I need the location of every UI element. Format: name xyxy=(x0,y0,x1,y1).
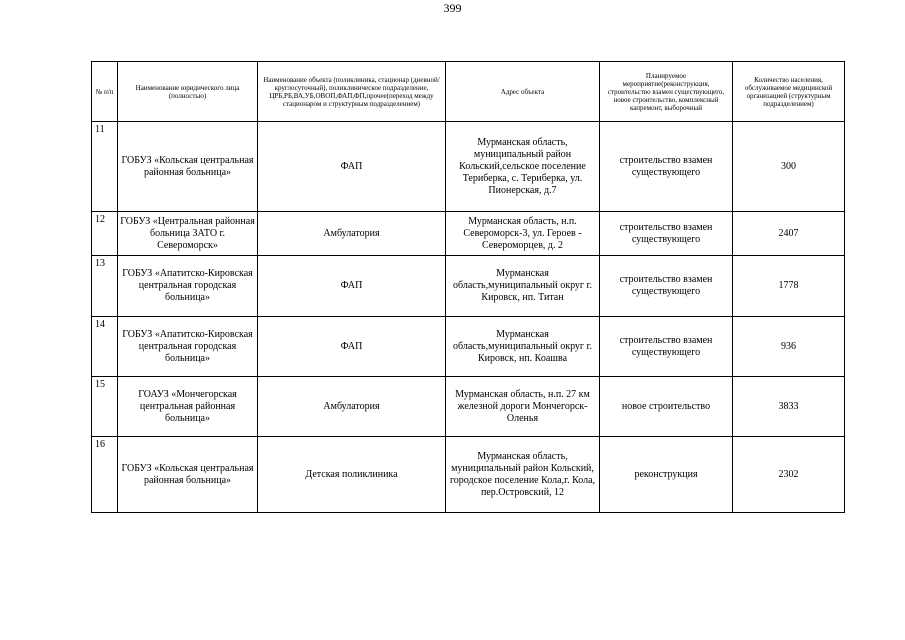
organization-cell: ГОБУЗ «Апатитско-Кировская центральная городская больница» xyxy=(118,317,258,377)
population-cell: 936 xyxy=(733,317,845,377)
organization-cell: ГОАУЗ «Мончегорская центральная районная больница» xyxy=(118,377,258,437)
population-cell: 3833 xyxy=(733,377,845,437)
header-number: № п/п xyxy=(92,62,118,122)
address-cell: Мурманская область, н.п. Североморск-3, ул. Героев - Североморцев, д. 2 xyxy=(446,212,600,256)
address-cell: Мурманская область, муниципальный район Кольский,сельское поселение Териберка, с. Териберка, ул. Пионерская, д.7 xyxy=(446,122,600,212)
object-cell: ФАП xyxy=(258,122,446,212)
header-measure: Планируемое мероприятие(реконструкция, строительство взамен существующего, новое строительство, комплексный капремонт, выборочный xyxy=(600,62,733,122)
measure-cell: новое строительство xyxy=(600,377,733,437)
table-row xyxy=(92,122,845,212)
header-population: Количество населения, обслуживаемое медицинской организацией (структурным подразделением) xyxy=(733,62,845,122)
row-number: 16 xyxy=(92,437,118,513)
measure-cell: строительство взамен существующего xyxy=(600,317,733,377)
header-organization: Наименование юридического лица (полностью) xyxy=(118,62,258,122)
row-number: 15 xyxy=(92,377,118,437)
row-number: 12 xyxy=(92,212,118,256)
table-header-row xyxy=(92,62,845,122)
organization-cell: ГОБУЗ «Апатитско-Кировская центральная городская больница» xyxy=(118,256,258,317)
organization-cell: ГОБУЗ «Центральная районная больница ЗАТО г. Североморск» xyxy=(118,212,258,256)
population-cell: 1778 xyxy=(733,256,845,317)
object-cell: Амбулатория xyxy=(258,212,446,256)
measure-cell: строительство взамен существующего xyxy=(600,122,733,212)
table-row xyxy=(92,212,845,256)
header-object: Наименование объекта (поликлиника, стационар (дневной/круглосуточный), поликлиническое подразделение, ЦРБ,РБ,ВА,УБ,ОВОП,ФАП,ФП,прочее(переход между стационаром и структурным подразделением) xyxy=(258,62,446,122)
table-row xyxy=(92,317,845,377)
row-number: 11 xyxy=(92,122,118,212)
address-cell: Мурманская область, н.п. 27 км железной дороги Мончегорск-Оленья xyxy=(446,377,600,437)
page-number: 399 xyxy=(443,1,462,15)
table-row xyxy=(92,256,845,317)
object-cell: Детская поликлиника xyxy=(258,437,446,513)
population-cell: 2302 xyxy=(733,437,845,513)
population-cell: 300 xyxy=(733,122,845,212)
header-address: Адрес объекта xyxy=(446,62,600,122)
organization-cell: ГОБУЗ «Кольская центральная районная больница» xyxy=(118,437,258,513)
measure-cell: строительство взамен существующего xyxy=(600,212,733,256)
table-row xyxy=(92,437,845,513)
address-cell: Мурманская область, муниципальный район Кольский, городское поселение Кола,г. Кола, пер.Островский, 12 xyxy=(446,437,600,513)
object-cell: Амбулатория xyxy=(258,377,446,437)
table-row xyxy=(92,377,845,437)
object-cell: ФАП xyxy=(258,317,446,377)
row-number: 13 xyxy=(92,256,118,317)
address-cell: Мурманская область,муниципальный округ г. Кировск, нп. Коашва xyxy=(446,317,600,377)
address-cell: Мурманская область,муниципальный округ г. Кировск, нп. Титан xyxy=(446,256,600,317)
measure-cell: строительство взамен существующего xyxy=(600,256,733,317)
measure-cell: реконструкция xyxy=(600,437,733,513)
facilities-table xyxy=(91,61,845,513)
object-cell: ФАП xyxy=(258,256,446,317)
organization-cell: ГОБУЗ «Кольская центральная районная больница» xyxy=(118,122,258,212)
population-cell: 2407 xyxy=(733,212,845,256)
row-number: 14 xyxy=(92,317,118,377)
